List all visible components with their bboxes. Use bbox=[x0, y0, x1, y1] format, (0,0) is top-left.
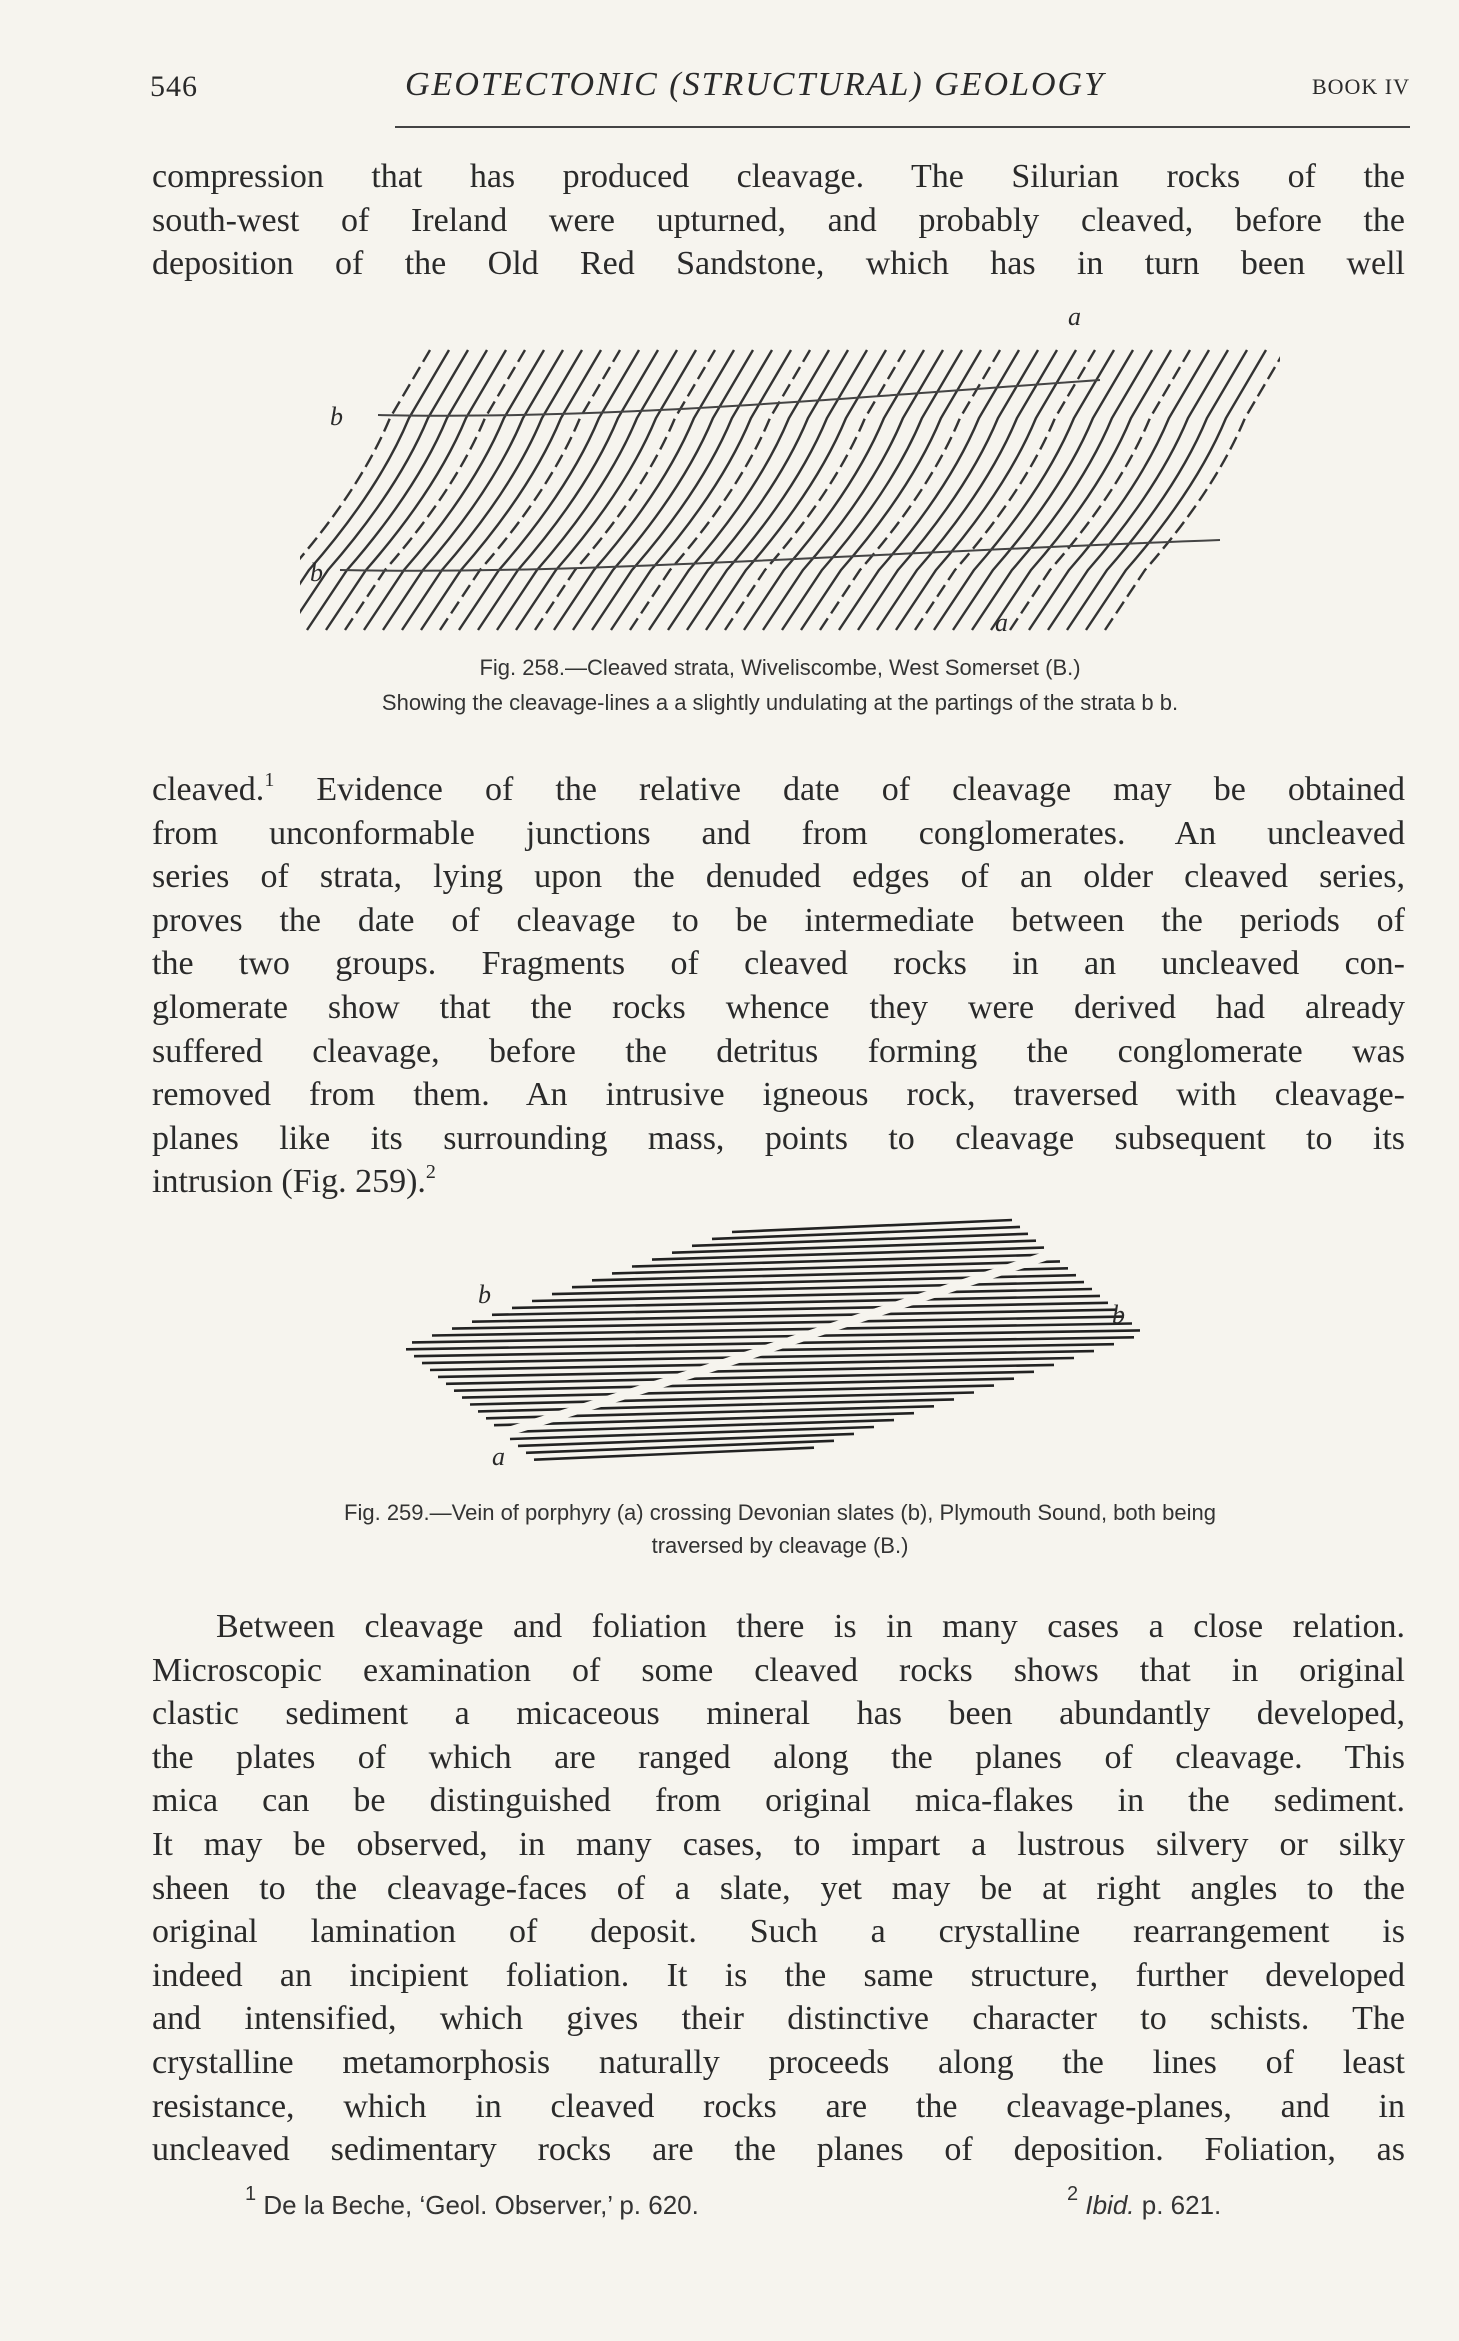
paragraph-3 bbox=[152, 1605, 1405, 2172]
text-line: sheen to the cleavage-faces of a slate, yet may be at right angles to the bbox=[152, 1869, 1405, 1907]
text-line bbox=[152, 768, 1405, 812]
label-a-vein: a bbox=[492, 1442, 505, 1471]
text-line: mica can be distinguished from original mica-flakes in the sediment. bbox=[152, 1782, 1405, 1820]
slate-lamina bbox=[478, 1399, 954, 1411]
cleavage-line bbox=[725, 350, 905, 630]
cleavage-line bbox=[877, 350, 1057, 630]
text-line: glomerate show that the rocks whence they were derived had already bbox=[152, 988, 1405, 1026]
text-line: deposition of the Old Red Sandstone, which has in turn been well bbox=[152, 245, 1405, 283]
figure-259-porphyry-vein bbox=[380, 1218, 1160, 1468]
label-b-right: b bbox=[1112, 1300, 1125, 1329]
text-line: south-west of Ireland were upturned, and probably cleaved, before the bbox=[152, 201, 1405, 239]
cleavage-line bbox=[1048, 350, 1228, 630]
footnote-marker-2: 2 bbox=[425, 1161, 436, 1184]
text-line: resistance, which in cleaved rocks are the cleavage-planes, and in bbox=[152, 2087, 1405, 2125]
slate-lamina bbox=[526, 1441, 834, 1453]
footnote-marker-1: 1 bbox=[264, 769, 275, 791]
text-line: the two groups. Fragments of cleaved rocks in an uncleaved con- bbox=[152, 945, 1405, 983]
slate-lamina bbox=[462, 1386, 994, 1398]
cleavage-line bbox=[592, 350, 772, 630]
slate-lamina bbox=[430, 1358, 1074, 1370]
header-rule bbox=[395, 126, 1410, 128]
cleavage-line bbox=[934, 350, 1114, 630]
cleavage-line bbox=[364, 350, 544, 630]
text-line: planes like its surrounding mass, points to cleavage subsequent to its bbox=[152, 1119, 1405, 1157]
slate-lamina bbox=[518, 1434, 854, 1446]
cleavage-line bbox=[668, 350, 848, 630]
text-fragment: intrusion (Fig. 259). bbox=[152, 1163, 426, 1201]
slate-lamina bbox=[712, 1227, 1020, 1239]
cleavage-line bbox=[402, 350, 582, 630]
footnote-1-marker: 1 bbox=[245, 2183, 257, 2205]
cleavage-line bbox=[554, 350, 734, 630]
slate-lamina bbox=[672, 1241, 1036, 1253]
figure-259-caption-line-1: Fig. 259.—Vein of porphyry (a) crossing Devonian slates (b), Plymouth Sound, both being bbox=[344, 1500, 1216, 1525]
cleavage-line bbox=[300, 350, 468, 630]
cleavage-line bbox=[1067, 350, 1247, 630]
text-line: the plates of which are ranged along the planes of cleavage. This bbox=[152, 1738, 1405, 1776]
cleavage-line bbox=[459, 350, 639, 630]
cleavage-line bbox=[421, 350, 601, 630]
text-line bbox=[152, 1160, 1405, 1204]
label-b-bottom: b bbox=[310, 558, 323, 587]
text-line: proves the date of cleavage to be intermediate between the periods of bbox=[152, 901, 1405, 939]
running-head bbox=[150, 62, 1410, 112]
cleavage-line bbox=[611, 350, 791, 630]
text-fragment: cleaved. bbox=[152, 771, 265, 808]
text-line: compression that has produced cleavage. The Silurian rocks of the bbox=[152, 158, 1405, 195]
slate-lamina bbox=[512, 1296, 1100, 1308]
label-a-top: a bbox=[1068, 302, 1081, 331]
text-line: and intensified, which gives their distinctive character to schists. The bbox=[152, 2000, 1405, 2038]
cleavage-line bbox=[383, 350, 563, 630]
slate-lamina bbox=[446, 1372, 1034, 1384]
text-line: crystalline metamorphosis naturally proceeds along the lines of least bbox=[152, 2043, 1405, 2081]
cleavage-line bbox=[478, 350, 658, 630]
text-line: indeed an incipient foliation. It is the same structure, further developed bbox=[152, 1956, 1405, 1994]
slate-lamina bbox=[454, 1379, 1014, 1391]
paragraph-2 bbox=[152, 768, 1405, 1204]
footnote-1 bbox=[245, 2183, 699, 2221]
text-line: clastic sediment a micaceous mineral has been abundantly developed, bbox=[152, 1695, 1405, 1733]
page-number: 546 bbox=[150, 70, 198, 103]
text-line: Between cleavage and foliation there is in many cases a close relation. bbox=[216, 1608, 1405, 1645]
slate-lamina bbox=[502, 1420, 894, 1432]
slate-lamina bbox=[732, 1220, 1012, 1232]
running-title: GEOTECTONIC (STRUCTURAL) GEOLOGY bbox=[405, 66, 1106, 103]
cleavage-line bbox=[687, 350, 867, 630]
text-line: removed from them. An intrusive igneous rock, traversed with cleavage- bbox=[152, 1076, 1405, 1114]
slate-lamina bbox=[510, 1427, 874, 1439]
slate-lamina bbox=[470, 1393, 974, 1405]
cleavage-line bbox=[573, 350, 753, 630]
slate-lamina bbox=[472, 1310, 1116, 1322]
slate-lamina bbox=[534, 1448, 814, 1460]
cleavage-line bbox=[706, 350, 886, 630]
text-line: uncleaved sedimentary rocks are the planes of deposition. Foliation, as bbox=[152, 2131, 1405, 2169]
cleavage-line bbox=[307, 350, 487, 630]
cleavage-line bbox=[497, 350, 677, 630]
cleavage-line bbox=[535, 350, 715, 630]
book-label: BOOK IV bbox=[1311, 74, 1410, 99]
slate-lamina bbox=[652, 1248, 1044, 1260]
cleavage-line bbox=[516, 350, 696, 630]
label-b-top: b bbox=[330, 402, 343, 431]
cleavage-line bbox=[1029, 350, 1209, 630]
slate-lamina bbox=[412, 1330, 1140, 1342]
slate-lamina bbox=[572, 1275, 1076, 1287]
footnote-2-marker: 2 bbox=[1067, 2183, 1079, 2205]
slate-lamina bbox=[632, 1255, 1052, 1267]
text-line: from unconformable junctions and from conglomerates. An uncleaved bbox=[152, 814, 1405, 852]
text-line: It may be observed, in many cases, to impart a lustrous silvery or silky bbox=[152, 1825, 1405, 1863]
slate-lamina bbox=[532, 1289, 1092, 1301]
text-line: suffered cleavage, before the detritus forming the conglomerate was bbox=[152, 1032, 1405, 1070]
cleavage-line bbox=[744, 350, 924, 630]
cleavage-line bbox=[953, 350, 1133, 630]
cleavage-line bbox=[763, 350, 943, 630]
slate-lamina bbox=[438, 1365, 1054, 1377]
paragraph-1 bbox=[152, 155, 1405, 286]
cleavage-line bbox=[440, 350, 620, 630]
text-fragment: Evidence of the relative date of cleavage may be obtained bbox=[274, 771, 1405, 808]
figure-258-cleaved-strata bbox=[300, 330, 1280, 650]
footnote-2-text: p. 621. bbox=[1134, 2190, 1222, 2220]
slate-lamina bbox=[452, 1317, 1124, 1329]
footnote-1-text: De la Beche, ‘Geol. Observer,’ p. 620. bbox=[263, 2190, 699, 2220]
cleavage-line bbox=[326, 350, 506, 630]
cleavage-line bbox=[345, 350, 525, 630]
slate-lamina bbox=[692, 1234, 1028, 1246]
slate-lamina bbox=[432, 1324, 1132, 1336]
footnote-2-ibid: Ibid. bbox=[1085, 2190, 1135, 2220]
cleavage-line bbox=[991, 350, 1171, 630]
slate-lamina bbox=[492, 1303, 1108, 1315]
text-line: original lamination of deposit. Such a crystalline rearrangement is bbox=[152, 1913, 1405, 1951]
figure-258-caption-line-2: Showing the cleavage-lines a a slightly undulating at the partings of the strata b b. bbox=[381, 690, 1179, 715]
cleavage-line bbox=[1010, 350, 1190, 630]
cleavage-line bbox=[820, 350, 1000, 630]
text-line: Microscopic examination of some cleaved rocks shows that in original bbox=[152, 1651, 1405, 1689]
label-b-left: b bbox=[478, 1280, 491, 1309]
label-a-bottom: a bbox=[995, 608, 1008, 637]
footnote-2 bbox=[1067, 2183, 1222, 2221]
cleavage-line bbox=[649, 350, 829, 630]
text-line: series of strata, lying upon the denuded edges of an older cleaved series, bbox=[152, 858, 1405, 896]
slate-lamina bbox=[552, 1282, 1084, 1294]
cleavage-line bbox=[630, 350, 810, 630]
cleavage-line bbox=[972, 350, 1152, 630]
figure-259-caption-line-2: traversed by cleavage (B.) bbox=[651, 1533, 909, 1558]
cleavage-line bbox=[1086, 350, 1266, 630]
cleavage-line bbox=[801, 350, 981, 630]
figure-258-caption-line-1: Fig. 258.—Cleaved strata, Wiveliscombe, West Somerset (B.) bbox=[479, 655, 1081, 680]
